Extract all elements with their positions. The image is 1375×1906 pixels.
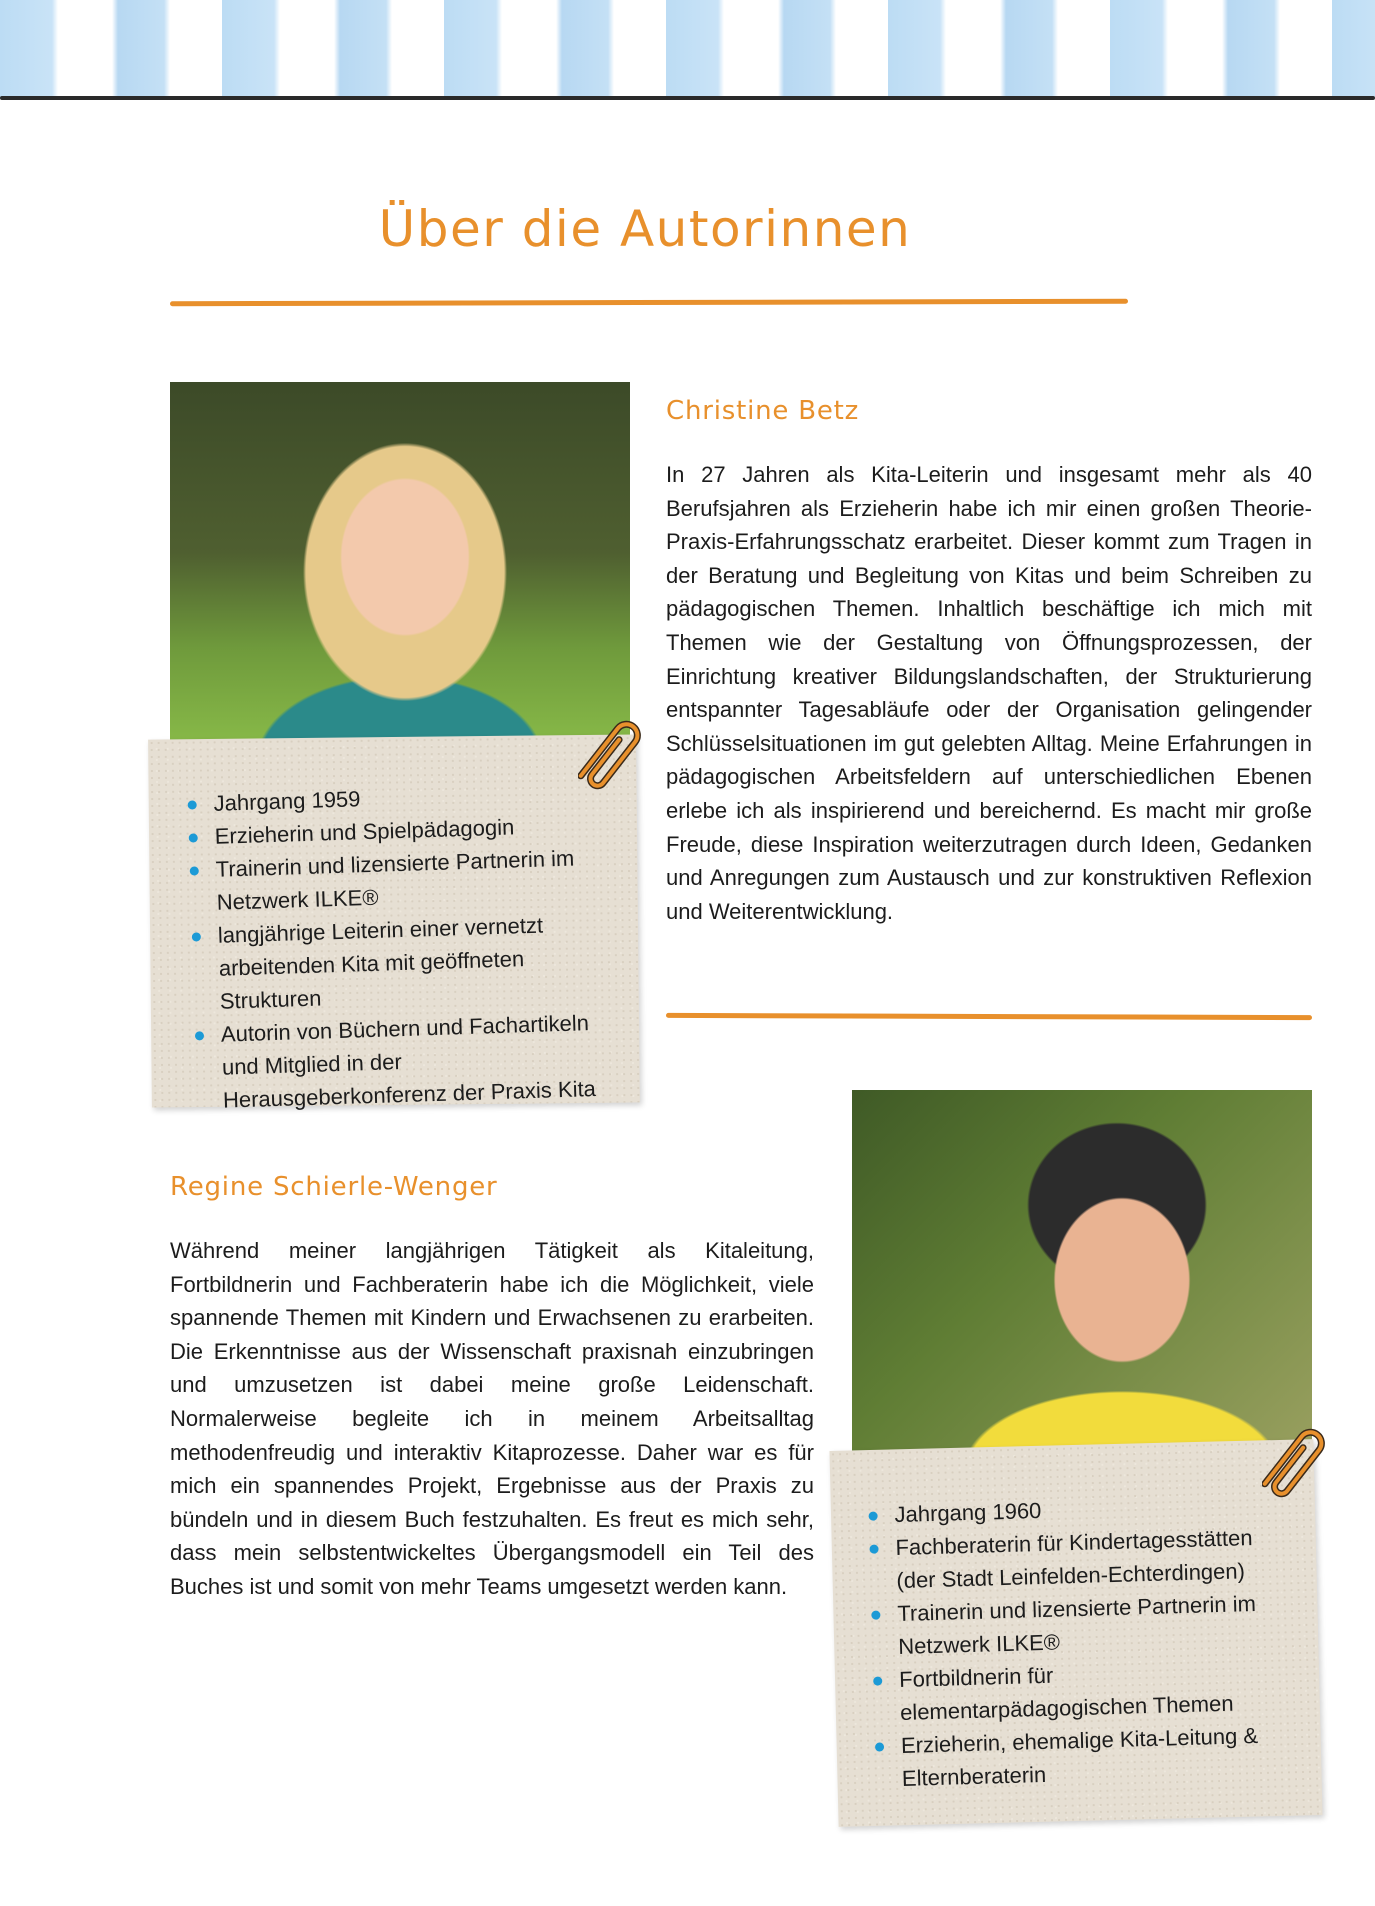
author-name: Christine Betz <box>666 396 860 426</box>
author-bio: In 27 Jahren als Kita-Leiterin und insgesamt mehr als 40 Berufsjahren als Erzieherin habe ich mir einen großen Theorie-Praxis-Erfahrungsschatz erarbeitet. Dieser kommt zum Tragen in der Beratung und Begleitung von Kitas und beim Schreiben zu pädagogischen Themen. Inhaltlich beschäftige ich mich mit Themen wie der Gestaltung von Öffnungsprozessen, der Einrichtung kreativer Bildungslandschaften, der Strukturierung entspannter Tagesabläufe oder der Organisation gelingender Schlüsselsituationen im gut gelebten Alltag. Meine Erfahrungen in pädagogischen Arbeitsfeldern auf unterschiedlichen Ebenen erlebe ich als inspirierend und bereichernd. Es macht mir große Freude, diese Inspiration weiterzutragen durch Ideen, Gedanken und Anregungen zum Austausch und zur konstruktiven Reflexion und Weiterentwicklung. <box>666 462 1312 924</box>
title-underline <box>170 299 1128 307</box>
facts-note-regine-schierle-wenger <box>829 1439 1322 1827</box>
decorative-stripe-banner <box>0 0 1375 98</box>
facts-list <box>866 1487 1304 1796</box>
fact-item: Erzieherin, ehemalige Kita-Leitung & Elternberaterin <box>873 1718 1305 1796</box>
fact-item: langjährige Leiterin einer vernetzt arbeitenden Kita mit geöffneten Strukturen <box>189 906 622 1018</box>
author-photo-regine-schierle-wenger <box>852 1090 1312 1464</box>
author-name: Regine Schierle-Wenger <box>170 1172 498 1202</box>
fact-item: Trainerin und lizensierte Partnerin im Netzwerk ILKE® <box>869 1586 1301 1664</box>
fact-item: Trainerin und lizensierte Partnerin im Netzwerk ILKE® <box>187 840 619 919</box>
page-title: Über die Autorinnen <box>378 200 912 258</box>
fact-item: Fortbildnerin für elementarpädagogischen Themen <box>871 1652 1303 1730</box>
author-photo-christine-betz <box>170 382 630 762</box>
banner-divider-line <box>0 96 1375 100</box>
fact-item: Fachberaterin für Kindertagesstätten (der Stadt Leinfelden-Echterdingen) <box>867 1520 1299 1598</box>
fact-item: Erzieherin und Spielpädagogin <box>186 807 617 853</box>
section-divider <box>666 1013 1312 1020</box>
paperclip-icon <box>1262 1420 1328 1506</box>
facts-list <box>185 774 625 1117</box>
facts-note-christine-betz <box>148 734 640 1113</box>
fact-item: Autorin von Büchern und Fachartikeln und Mitglied in der Herausgeberkonferenz der Praxis Kita <box>192 1005 625 1117</box>
author-bio: Während meiner langjährigen Tätigkeit als Kitaleitung, Fortbildnerin und Fachberaterin habe ich die Möglichkeit, viele spannende Themen mit Kindern und Erwachsenen zu erarbeiten. Die Erkenntnisse aus der Wissenschaft praxisnah einzubringen und umzusetzen ist dabei meine große Leidenschaft. Normalerweise begleite ich in meinem Arbeitsalltag methodenfreudig und interaktiv Kitaprozesse. Daher war es für mich ein spannendes Projekt, Ergebnisse aus der Praxis zu bündeln und in diesem Buch festzuhalten. Es freut es mich sehr, dass mein selbstentwickeltes Übergangsmodell ein Teil des Buches ist und somit von mehr Teams umgesetzt werden kann. <box>170 1238 814 1599</box>
fact-item: Jahrgang 1959 <box>185 774 616 820</box>
paperclip-icon <box>578 712 644 798</box>
fact-item: Jahrgang 1960 <box>866 1487 1297 1532</box>
